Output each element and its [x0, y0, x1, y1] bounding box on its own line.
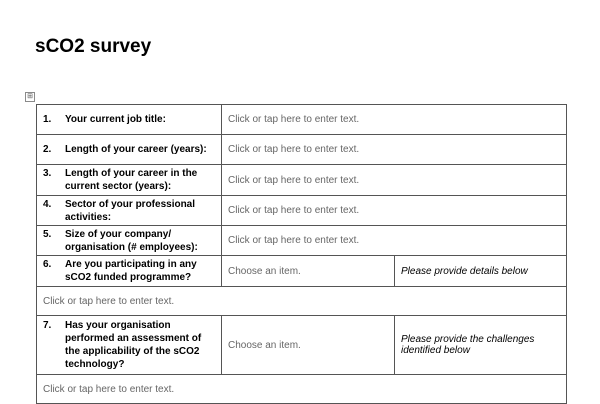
question-text: Your current job title:	[65, 114, 166, 125]
table-row	[37, 105, 567, 135]
question-cell-1: 1. Your current job title:	[37, 105, 222, 135]
page-title: sCO2 survey	[35, 36, 152, 57]
question-cell-3: 3. Length of your career in the current sector (years):	[37, 165, 222, 196]
table-row	[37, 135, 567, 165]
survey-table	[36, 104, 567, 404]
sector-career-length-field[interactable]: Click or tap here to enter text.	[222, 165, 567, 196]
sector-field[interactable]: Click or tap here to enter text.	[222, 196, 567, 226]
table-row	[37, 165, 567, 196]
question-text: Has your organisation performed an assessment of the applicability of the sCO2 technology?	[65, 320, 202, 370]
question-cell-5: 5. Size of your company/ organisation (# employees):	[37, 226, 222, 256]
question-cell-4: 4. Sector of your professional activities:	[37, 196, 222, 226]
company-size-field[interactable]: Click or tap here to enter text.	[222, 226, 567, 256]
table-row	[37, 256, 567, 287]
assessment-dropdown[interactable]: Choose an item.	[222, 316, 395, 375]
assessment-challenges-field[interactable]: Click or tap here to enter text.	[37, 375, 567, 404]
table-row	[37, 196, 567, 226]
question-cell-2: 2. Length of your career (years):	[37, 135, 222, 165]
question-text: Length of your career (years):	[65, 144, 207, 155]
assessment-challenges-note: Please provide the challenges identified below	[395, 316, 567, 375]
table-row	[37, 316, 567, 375]
programme-details-note: Please provide details below	[395, 256, 567, 287]
career-length-field[interactable]: Click or tap here to enter text.	[222, 135, 567, 165]
table-row	[37, 375, 567, 404]
question-text: Length of your career in the current sector (years):	[65, 168, 198, 192]
question-text: Size of your company/ organisation (# employees):	[65, 228, 198, 253]
question-text: Are you participating in any sCO2 funded programme?	[65, 259, 197, 283]
table-row	[37, 287, 567, 316]
programme-dropdown[interactable]: Choose an item.	[222, 256, 395, 287]
question-cell-7: 7. Has your organisation performed an assessment of the applicability of the sCO2 technology?	[37, 316, 222, 375]
table-row	[37, 226, 567, 256]
table-move-handle-icon[interactable]: ⊞	[25, 92, 35, 102]
programme-details-field[interactable]: Click or tap here to enter text.	[37, 287, 567, 316]
question-text: Sector of your professional activities:	[65, 198, 196, 223]
question-cell-6: 6. Are you participating in any sCO2 funded programme?	[37, 256, 222, 287]
job-title-field[interactable]: Click or tap here to enter text.	[222, 105, 567, 135]
